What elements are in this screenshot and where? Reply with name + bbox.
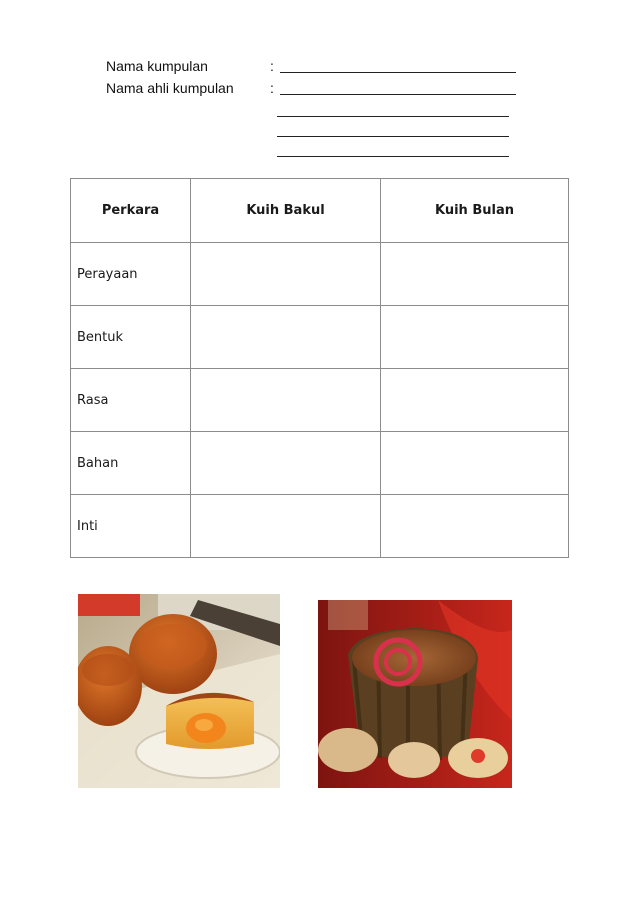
group-name-label: Nama kumpulan xyxy=(106,58,208,74)
header-kuih-bakul: Kuih Bakul xyxy=(191,179,381,243)
group-name-blank[interactable] xyxy=(280,72,516,73)
cell-kuih-bakul-bentuk[interactable] xyxy=(191,306,381,369)
table-header-row xyxy=(71,179,569,243)
table-row xyxy=(71,243,569,306)
mooncake-photo xyxy=(78,594,280,788)
cell-kuih-bakul-perayaan[interactable] xyxy=(191,243,381,306)
row-label-rasa: Rasa xyxy=(71,369,191,432)
mooncake-illustration xyxy=(78,594,280,788)
group-name-colon: : xyxy=(270,58,274,74)
cell-kuih-bulan-rasa[interactable] xyxy=(381,369,569,432)
header-kuih-bulan: Kuih Bulan xyxy=(381,179,569,243)
table-row xyxy=(71,369,569,432)
member-names-label: Nama ahli kumpulan xyxy=(106,80,234,96)
table-row xyxy=(71,432,569,495)
cell-kuih-bakul-bahan[interactable] xyxy=(191,432,381,495)
member-name-blank-1[interactable] xyxy=(280,94,516,95)
comparison-table xyxy=(70,178,569,558)
table-row xyxy=(71,495,569,558)
member-name-blank-2[interactable] xyxy=(277,116,509,117)
kuih-bakul-photo xyxy=(318,600,512,788)
row-label-bahan: Bahan xyxy=(71,432,191,495)
kuih-bakul-illustration xyxy=(318,600,512,788)
table-row xyxy=(71,306,569,369)
member-names-colon: : xyxy=(270,80,274,96)
row-label-inti: Inti xyxy=(71,495,191,558)
header-perkara: Perkara xyxy=(71,179,191,243)
row-label-perayaan: Perayaan xyxy=(71,243,191,306)
cell-kuih-bulan-perayaan[interactable] xyxy=(381,243,569,306)
row-label-bentuk: Bentuk xyxy=(71,306,191,369)
cell-kuih-bulan-inti[interactable] xyxy=(381,495,569,558)
cell-kuih-bulan-bahan[interactable] xyxy=(381,432,569,495)
cell-kuih-bakul-inti[interactable] xyxy=(191,495,381,558)
cell-kuih-bakul-rasa[interactable] xyxy=(191,369,381,432)
cell-kuih-bulan-bentuk[interactable] xyxy=(381,306,569,369)
member-name-blank-3[interactable] xyxy=(277,136,509,137)
member-name-blank-4[interactable] xyxy=(277,156,509,157)
